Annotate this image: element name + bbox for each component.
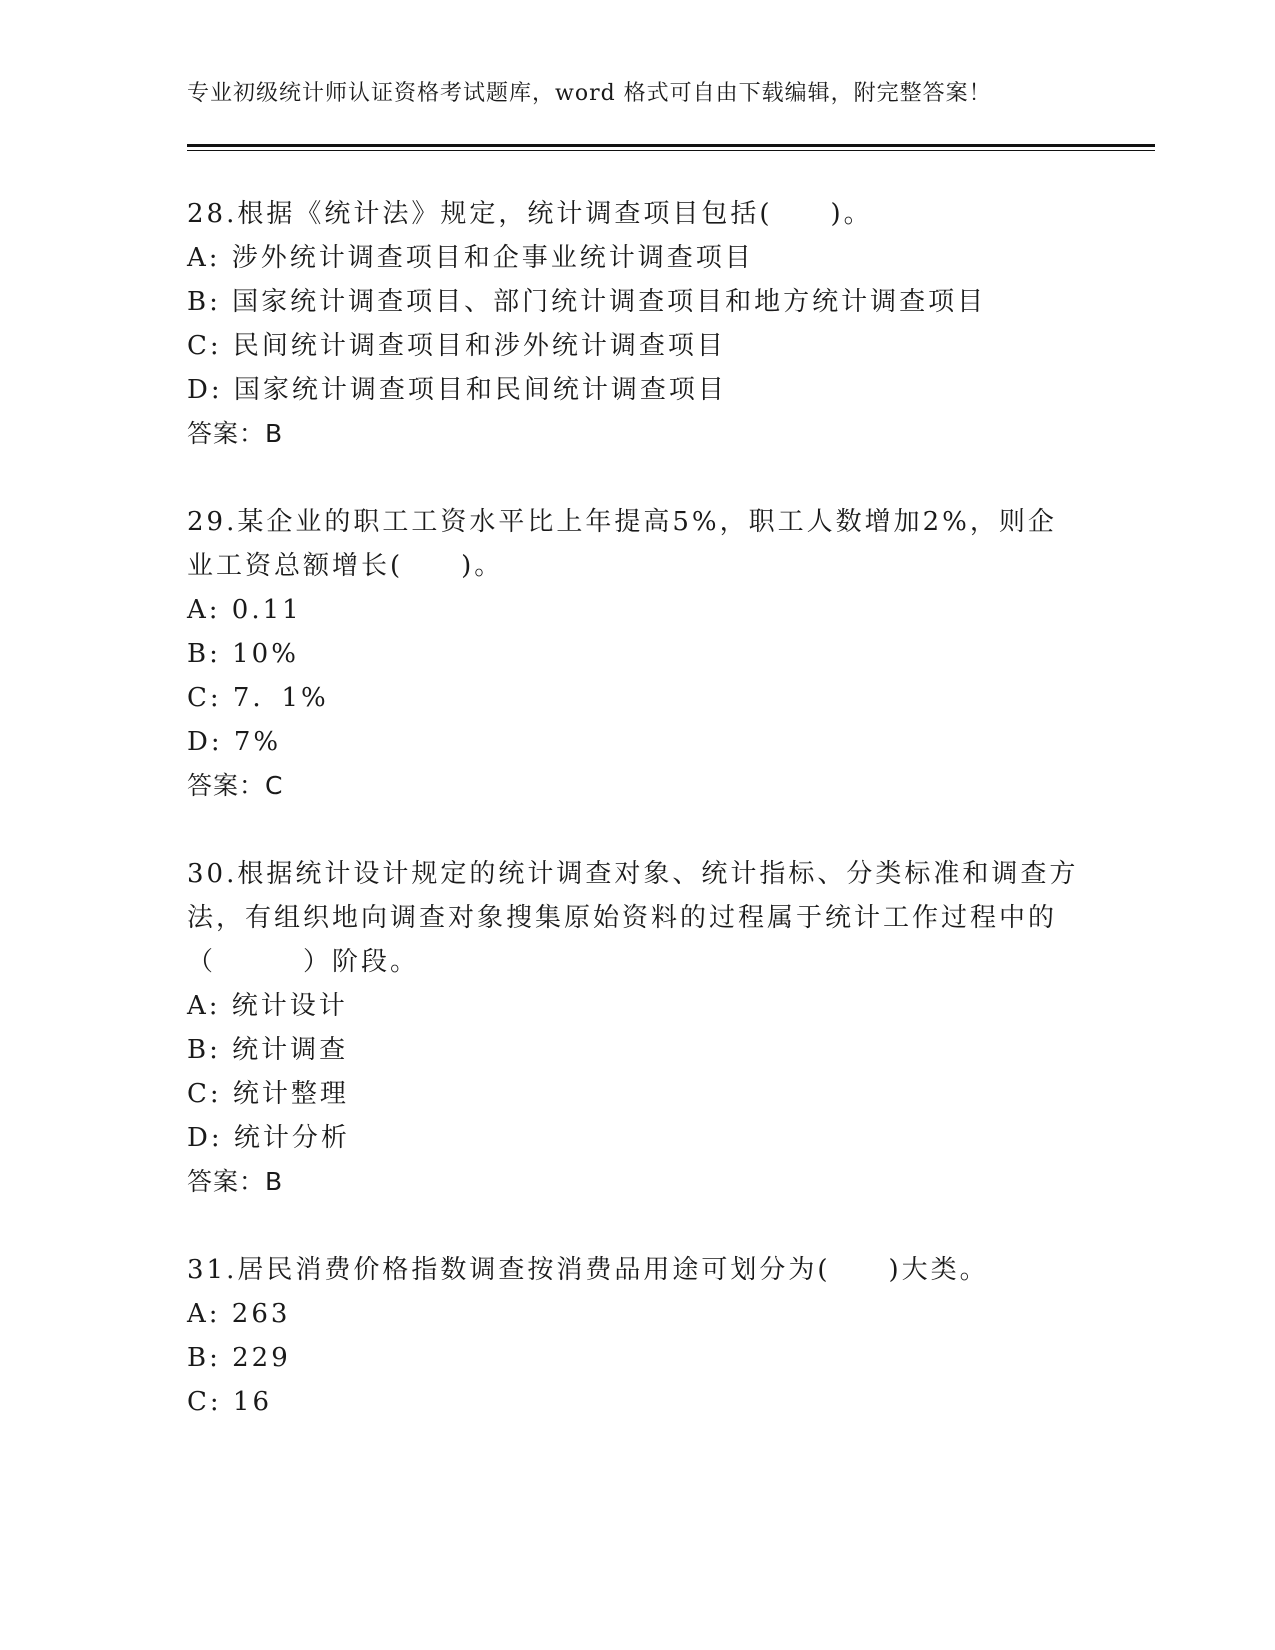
option-d: D: 统计分析 xyxy=(187,1123,350,1153)
option-b: B: 国家统计调查项目、部门统计调查项目和地方统计调查项目 xyxy=(187,287,987,317)
option-c: C: 民间统计调查项目和涉外统计调查项目 xyxy=(187,331,726,361)
question-stem: 31.居民消费价格指数调查按消费品用途可划分为( )大类。 xyxy=(187,1255,989,1285)
header-divider-thin xyxy=(187,150,1155,151)
option-b: B: 统计调查 xyxy=(187,1035,349,1065)
option-d: D: 7% xyxy=(187,727,282,757)
option-b: B: 10% xyxy=(187,639,299,669)
question-stem: 28.根据《统计法》规定，统计调查项目包括( )。 xyxy=(187,199,873,229)
option-c: C: 统计整理 xyxy=(187,1079,349,1109)
question-stem: 业工资总额增长( )。 xyxy=(187,551,504,581)
header-divider-thick xyxy=(187,144,1155,147)
question-stem: （ ）阶段。 xyxy=(187,947,420,977)
question-stem: 30.根据统计设计规定的统计调查对象、统计指标、分类标准和调查方 xyxy=(187,859,1079,889)
option-a: A: 263 xyxy=(187,1299,291,1329)
option-a: A: 0.11 xyxy=(187,595,302,625)
question-stem: 法，有组织地向调查对象搜集原始资料的过程属于统计工作过程中的 xyxy=(187,903,1058,933)
answer-label: 答案：B xyxy=(187,419,284,448)
option-a: A: 统计设计 xyxy=(187,991,348,1021)
option-c: C: 16 xyxy=(187,1387,273,1417)
option-b: B: 229 xyxy=(187,1343,291,1373)
question-stem: 29.某企业的职工工资水平比上年提高5%，职工人数增加2%，则企 xyxy=(187,507,1057,537)
answer-label: 答案：C xyxy=(187,771,284,800)
option-a: A: 涉外统计调查项目和企事业统计调查项目 xyxy=(187,243,754,273)
option-c: C: 7．1% xyxy=(187,683,329,713)
header-text: 专业初级统计师认证资格考试题库，word 格式可自由下载编辑，附完整答案！ xyxy=(187,81,992,106)
option-d: D: 国家统计调查项目和民间统计调查项目 xyxy=(187,375,727,405)
answer-label: 答案：B xyxy=(187,1167,284,1196)
